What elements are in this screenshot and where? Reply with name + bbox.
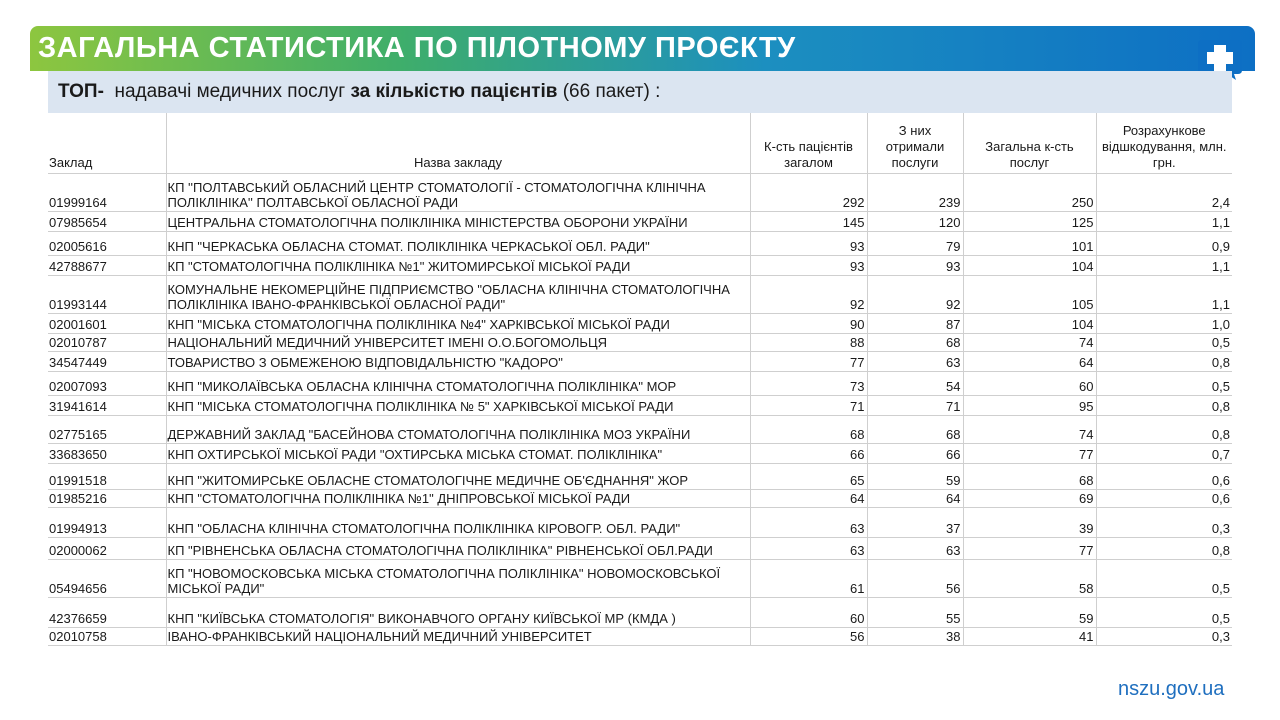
- table-row: [48, 173, 1232, 211]
- cell-compensation: 0,6: [1096, 489, 1232, 507]
- cell-services: 250: [963, 173, 1096, 211]
- cell-compensation: 0,5: [1096, 333, 1232, 351]
- cell-compensation: 1,0: [1096, 313, 1232, 333]
- cell-services: 105: [963, 275, 1096, 313]
- cell-compensation: 1,1: [1096, 275, 1232, 313]
- header-services: Загальна к-сть послуг: [963, 113, 1096, 173]
- cell-name: КНП "МИКОЛАЇВСЬКА ОБЛАСНА КЛІНІЧНА СТОМАТОЛОГІЧНА ПОЛІКЛІНІКА" МОР: [166, 371, 750, 395]
- cell-services: 68: [963, 463, 1096, 489]
- header-served: З них отримали послуги: [867, 113, 963, 173]
- cell-served: 239: [867, 173, 963, 211]
- cell-name: ТОВАРИСТВО З ОБМЕЖЕНОЮ ВІДПОВІДАЛЬНІСТЮ "КАДОРО": [166, 351, 750, 371]
- subtitle-emphasis: за кількістю пацієнтів: [350, 81, 558, 102]
- cell-code: 33683650: [48, 443, 166, 463]
- cell-patients: 73: [750, 371, 867, 395]
- cell-code: 07985654: [48, 211, 166, 231]
- cell-name: КП "НОВОМОСКОВСЬКА МІСЬКА СТОМАТОЛОГІЧНА ПОЛІКЛІНІКА" НОВОМОСКОВСЬКОЇ МІСЬКОЇ РАДИ": [166, 559, 750, 597]
- table-row: [48, 415, 1232, 443]
- cell-code: 34547449: [48, 351, 166, 371]
- cell-services: 74: [963, 333, 1096, 351]
- cell-served: 63: [867, 537, 963, 559]
- cell-code: 01991518: [48, 463, 166, 489]
- cell-compensation: 0,8: [1096, 415, 1232, 443]
- header-code: Заклад: [48, 113, 166, 173]
- cell-compensation: 0,5: [1096, 371, 1232, 395]
- cell-name: НАЦІОНАЛЬНИЙ МЕДИЧНИЙ УНІВЕРСИТЕТ ІМЕНІ О.О.БОГОМОЛЬЦЯ: [166, 333, 750, 351]
- table-row: [48, 507, 1232, 537]
- cell-served: 71: [867, 395, 963, 415]
- header-compensation: Розрахункове відшкодування, млн. грн.: [1096, 113, 1232, 173]
- cell-patients: 93: [750, 231, 867, 255]
- cell-name: КП "СТОМАТОЛОГІЧНА ПОЛІКЛІНІКА №1" ЖИТОМИРСЬКОЇ МІСЬКОЇ РАДИ: [166, 255, 750, 275]
- cell-patients: 64: [750, 489, 867, 507]
- cell-patients: 65: [750, 463, 867, 489]
- cell-name: КНП "МІСЬКА СТОМАТОЛОГІЧНА ПОЛІКЛІНІКА № 5" ХАРКІВСЬКОЇ МІСЬКОЇ РАДИ: [166, 395, 750, 415]
- table-row: [48, 395, 1232, 415]
- table-row: [48, 211, 1232, 231]
- cell-name: КНП ОХТИРСЬКОЇ МІСЬКОЇ РАДИ "ОХТИРСЬКА МІСЬКА СТОМАТ. ПОЛІКЛІНІКА": [166, 443, 750, 463]
- table-subtitle: [58, 81, 660, 103]
- cell-code: 02775165: [48, 415, 166, 443]
- table-row: [48, 597, 1232, 627]
- cell-code: 02001601: [48, 313, 166, 333]
- cell-compensation: 0,8: [1096, 395, 1232, 415]
- table-row: [48, 275, 1232, 313]
- cell-name: КНП "МІСЬКА СТОМАТОЛОГІЧНА ПОЛІКЛІНІКА №4" ХАРКІВСЬКОЇ МІСЬКОЇ РАДИ: [166, 313, 750, 333]
- cell-services: 104: [963, 255, 1096, 275]
- cell-code: 02005616: [48, 231, 166, 255]
- footer-url: nszu.gov.ua: [1118, 678, 1225, 700]
- cell-services: 69: [963, 489, 1096, 507]
- cell-patients: 63: [750, 507, 867, 537]
- cell-name: КНП "КИЇВСЬКА СТОМАТОЛОГІЯ" ВИКОНАВЧОГО ОРГАНУ КИЇВСЬКОЇ МР (КМДА ): [166, 597, 750, 627]
- subtitle-prefix: ТОП-: [58, 81, 104, 102]
- cell-services: 59: [963, 597, 1096, 627]
- cell-compensation: 0,5: [1096, 559, 1232, 597]
- cell-code: 05494656: [48, 559, 166, 597]
- cell-served: 56: [867, 559, 963, 597]
- cell-name: КНП "ЖИТОМИРСЬКЕ ОБЛАСНЕ СТОМАТОЛОГІЧНЕ МЕДИЧНЕ ОБ'ЄДНАННЯ" ЖОР: [166, 463, 750, 489]
- cell-services: 39: [963, 507, 1096, 537]
- cell-served: 93: [867, 255, 963, 275]
- cell-served: 54: [867, 371, 963, 395]
- cell-name: КНП "СТОМАТОЛОГІЧНА ПОЛІКЛІНІКА №1" ДНІПРОВСЬКОЇ МІСЬКОЇ РАДИ: [166, 489, 750, 507]
- cell-services: 104: [963, 313, 1096, 333]
- cell-compensation: 0,9: [1096, 231, 1232, 255]
- table-row: [48, 537, 1232, 559]
- table-row: [48, 463, 1232, 489]
- cell-served: 68: [867, 415, 963, 443]
- cell-services: 77: [963, 537, 1096, 559]
- cell-code: 02007093: [48, 371, 166, 395]
- table-row: [48, 313, 1232, 333]
- cell-served: 87: [867, 313, 963, 333]
- cell-patients: 60: [750, 597, 867, 627]
- cell-patients: 88: [750, 333, 867, 351]
- cell-code: 02010758: [48, 627, 166, 645]
- table-row: [48, 333, 1232, 351]
- cell-services: 58: [963, 559, 1096, 597]
- cell-name: КП ''ПОЛТАВСЬКИЙ ОБЛАСНИЙ ЦЕНТР СТОМАТОЛОГІЇ - СТОМАТОЛОГІЧНА КЛІНІЧНА ПОЛІКЛІНІКА'' ПОЛТАВСЬКОЇ ОБЛАСНОЇ РАДИ: [166, 173, 750, 211]
- cell-compensation: 0,3: [1096, 627, 1232, 645]
- cell-services: 64: [963, 351, 1096, 371]
- cell-code: 01999164: [48, 173, 166, 211]
- table-row: [48, 371, 1232, 395]
- cell-name: ЦЕНТРАЛЬНА СТОМАТОЛОГІЧНА ПОЛІКЛІНІКА МІНІСТЕРСТВА ОБОРОНИ УКРАЇНИ: [166, 211, 750, 231]
- cell-name: КП "РІВНЕНСЬКА ОБЛАСНА СТОМАТОЛОГІЧНА ПОЛІКЛІНІКА" РІВНЕНСЬКОЇ ОБЛ.РАДИ: [166, 537, 750, 559]
- cell-compensation: 0,5: [1096, 597, 1232, 627]
- table-row: [48, 351, 1232, 371]
- cell-name: ДЕРЖАВНИЙ ЗАКЛАД "БАСЕЙНОВА СТОМАТОЛОГІЧНА ПОЛІКЛІНІКА МОЗ УКРАЇНИ: [166, 415, 750, 443]
- cell-compensation: 1,1: [1096, 211, 1232, 231]
- subtitle-suffix: (66 пакет) :: [562, 81, 661, 102]
- cell-code: 01994913: [48, 507, 166, 537]
- cell-served: 38: [867, 627, 963, 645]
- cell-patients: 93: [750, 255, 867, 275]
- cell-patients: 66: [750, 443, 867, 463]
- cell-patients: 145: [750, 211, 867, 231]
- cell-compensation: 1,1: [1096, 255, 1232, 275]
- cell-served: 37: [867, 507, 963, 537]
- cell-served: 120: [867, 211, 963, 231]
- cell-name: ІВАНО-ФРАНКІВСЬКИЙ НАЦІОНАЛЬНИЙ МЕДИЧНИЙ УНІВЕРСИТЕТ: [166, 627, 750, 645]
- cell-patients: 77: [750, 351, 867, 371]
- cell-patients: 61: [750, 559, 867, 597]
- cell-compensation: 0,8: [1096, 351, 1232, 371]
- header-patients: К-сть пацієнтів загалом: [750, 113, 867, 173]
- page-title: ЗАГАЛЬНА СТАТИСТИКА ПО ПІЛОТНОМУ ПРОЄКТУ: [38, 32, 796, 64]
- cell-code: 42376659: [48, 597, 166, 627]
- cell-served: 55: [867, 597, 963, 627]
- cell-services: 125: [963, 211, 1096, 231]
- cell-code: 02010787: [48, 333, 166, 351]
- header-name: Назва закладу: [166, 113, 750, 173]
- table-row: [48, 489, 1232, 507]
- subtitle-bar: [48, 71, 1232, 113]
- cell-services: 77: [963, 443, 1096, 463]
- cell-patients: 292: [750, 173, 867, 211]
- cell-patients: 90: [750, 313, 867, 333]
- cell-code: 02000062: [48, 537, 166, 559]
- cell-patients: 63: [750, 537, 867, 559]
- cell-services: 41: [963, 627, 1096, 645]
- cell-code: 01985216: [48, 489, 166, 507]
- cell-services: 95: [963, 395, 1096, 415]
- cell-served: 92: [867, 275, 963, 313]
- cell-compensation: 0,7: [1096, 443, 1232, 463]
- cell-served: 68: [867, 333, 963, 351]
- cell-name: КНП "ЧЕРКАСЬКА ОБЛАСНА СТОМАТ. ПОЛІКЛІНІКА ЧЕРКАСЬКОЇ ОБЛ. РАДИ": [166, 231, 750, 255]
- subtitle-middle: надавачі медичних послуг: [114, 81, 346, 102]
- cell-name: КНП "ОБЛАСНА КЛІНІЧНА СТОМАТОЛОГІЧНА ПОЛІКЛІНІКА КІРОВОГР. ОБЛ. РАДИ": [166, 507, 750, 537]
- providers-table: [48, 113, 1232, 646]
- cell-code: 42788677: [48, 255, 166, 275]
- cell-services: 101: [963, 231, 1096, 255]
- table-row: [48, 255, 1232, 275]
- cell-served: 66: [867, 443, 963, 463]
- table-row: [48, 627, 1232, 645]
- cell-patients: 92: [750, 275, 867, 313]
- cell-served: 59: [867, 463, 963, 489]
- table-row: [48, 443, 1232, 463]
- cell-served: 63: [867, 351, 963, 371]
- cell-patients: 68: [750, 415, 867, 443]
- cell-patients: 71: [750, 395, 867, 415]
- cell-code: 31941614: [48, 395, 166, 415]
- table-header-row: [48, 113, 1232, 173]
- cell-served: 79: [867, 231, 963, 255]
- cell-services: 74: [963, 415, 1096, 443]
- table-row: [48, 231, 1232, 255]
- cell-compensation: 0,3: [1096, 507, 1232, 537]
- cell-services: 60: [963, 371, 1096, 395]
- cell-name: КОМУНАЛЬНЕ НЕКОМЕРЦІЙНЕ ПІДПРИЄМСТВО "ОБЛАСНА КЛІНІЧНА СТОМАТОЛОГІЧНА ПОЛІКЛІНІКА ІВАНО-ФРАНКІВСЬКОЇ ОБЛАСНОЇ РАДИ": [166, 275, 750, 313]
- table-row: [48, 559, 1232, 597]
- cell-compensation: 0,6: [1096, 463, 1232, 489]
- cell-code: 01993144: [48, 275, 166, 313]
- cell-compensation: 0,8: [1096, 537, 1232, 559]
- title-banner: [30, 26, 1255, 71]
- cell-patients: 56: [750, 627, 867, 645]
- cell-compensation: 2,4: [1096, 173, 1232, 211]
- cell-served: 64: [867, 489, 963, 507]
